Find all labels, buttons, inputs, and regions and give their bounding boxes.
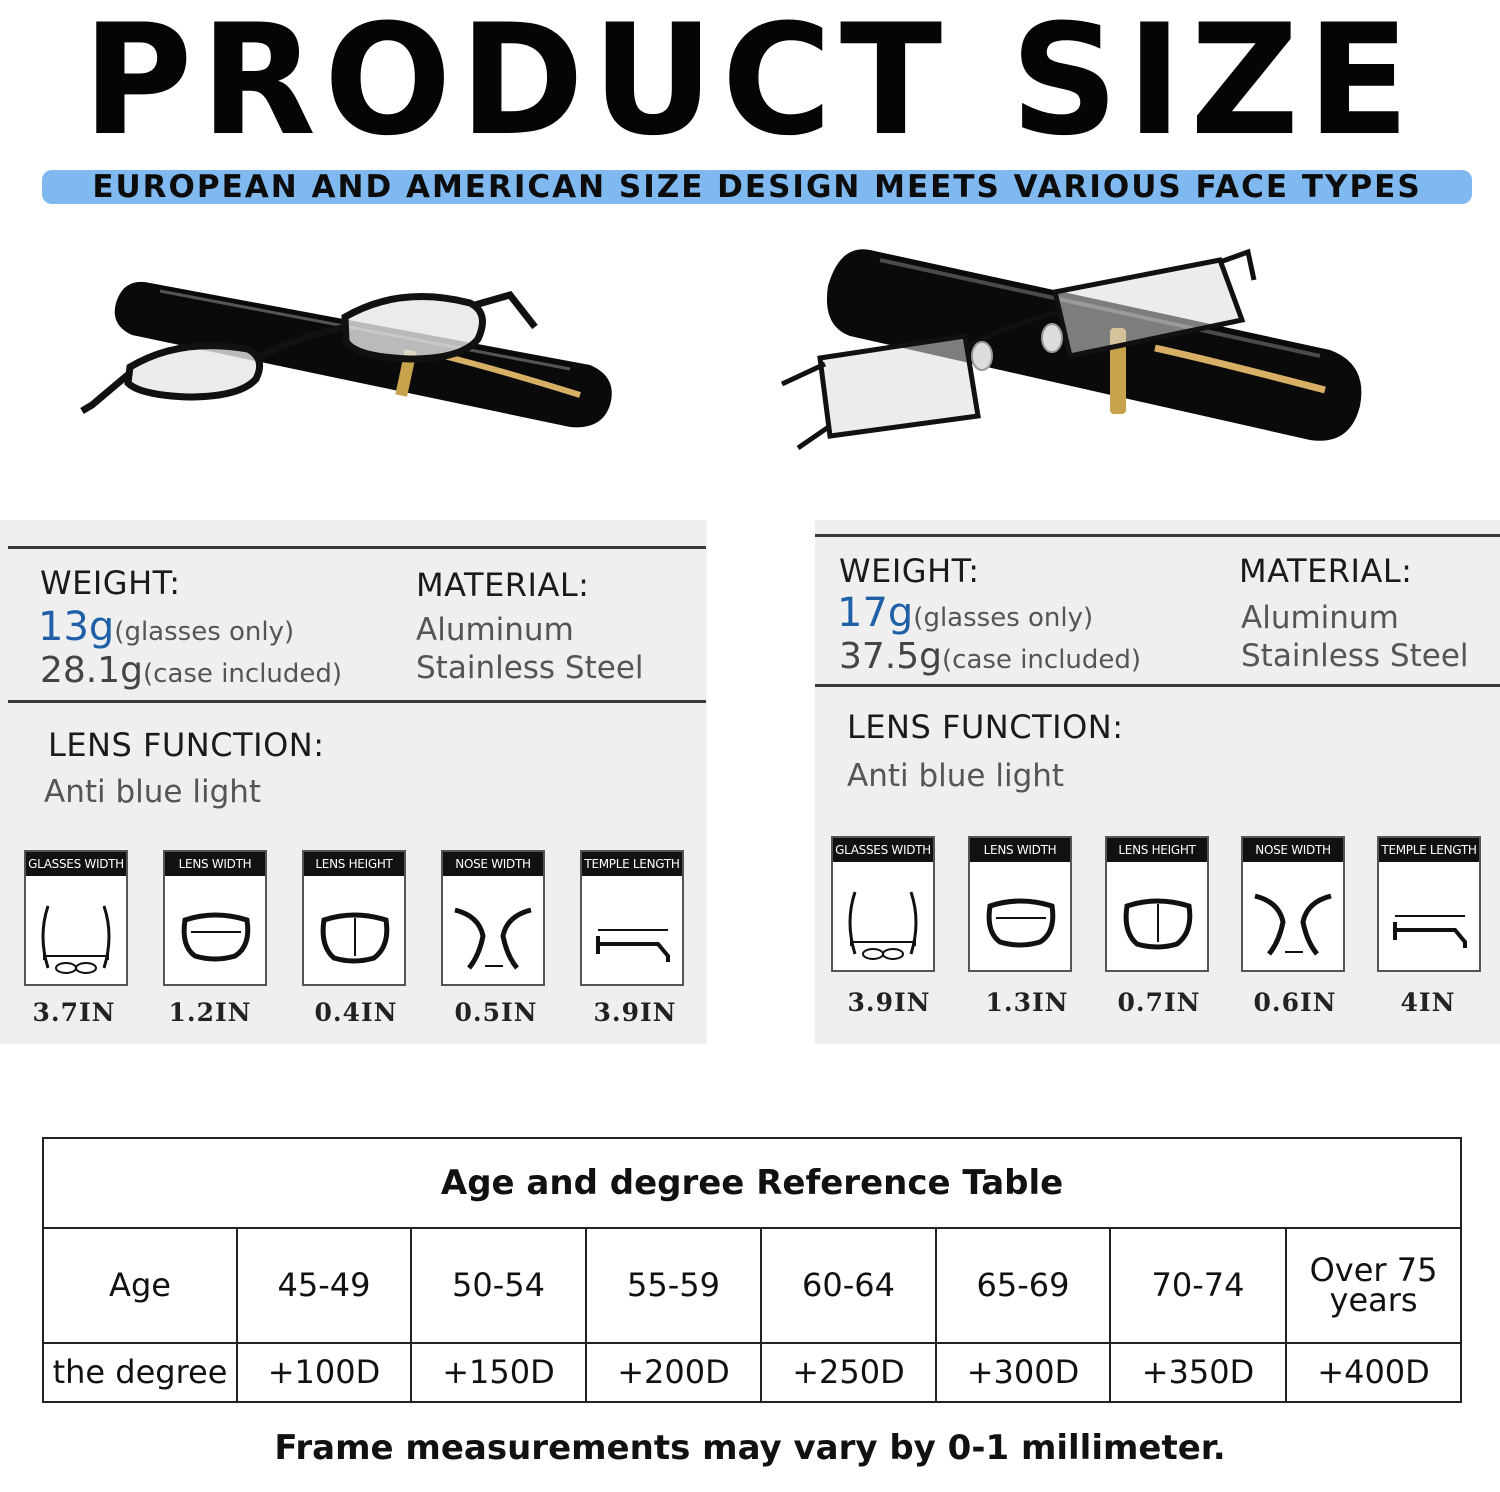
- footnote: Frame measurements may vary by 0-1 millimeter.: [274, 1428, 1226, 1468]
- case-weight: [40, 650, 342, 691]
- degree-cell: +100D: [237, 1343, 411, 1402]
- age-cell: 70-74: [1110, 1228, 1286, 1343]
- lens-width-value: 1.3IN: [985, 988, 1069, 1017]
- lens-width-icon: [171, 886, 259, 978]
- glasses-width-icon: [839, 872, 927, 964]
- material-aluminum: Aluminum: [416, 612, 574, 648]
- row-label-degree: the degree: [43, 1343, 237, 1402]
- temple-length-value: 4IN: [1400, 988, 1456, 1017]
- glasses-weight-value: 17g: [837, 590, 914, 636]
- case-weight: [839, 636, 1141, 677]
- age-cell: 60-64: [761, 1228, 936, 1343]
- age-cell: 65-69: [936, 1228, 1110, 1343]
- lens-height-icon: [1113, 872, 1201, 964]
- temple-length-icon: [1385, 872, 1473, 964]
- row-label-age: Age: [43, 1228, 237, 1343]
- lens-width-icon: [976, 872, 1064, 964]
- divider: [8, 700, 706, 703]
- divider: [815, 684, 1500, 687]
- case-weight-note: (case included): [143, 659, 343, 689]
- lens-width-card: [968, 836, 1072, 972]
- glasses-weight-value: 13g: [38, 604, 115, 650]
- spec-panel-1: [0, 520, 707, 1044]
- card-label: LENS HEIGHT: [304, 852, 404, 876]
- table-caption: Age and degree Reference Table: [43, 1138, 1461, 1228]
- glasses-weight-note: (glasses only): [114, 617, 295, 647]
- case-weight-note: (case included): [942, 645, 1142, 675]
- nose-width-value: 0.5IN: [454, 998, 538, 1027]
- lens-width-card: [163, 850, 267, 986]
- material-stainless-steel: Stainless Steel: [1241, 638, 1469, 674]
- table-row-degree: [43, 1343, 1461, 1402]
- degree-cell: +200D: [586, 1343, 761, 1402]
- degree-cell: +300D: [936, 1343, 1110, 1402]
- glasses-width-icon: [32, 886, 120, 978]
- case-weight-value: 28.1g: [40, 650, 144, 691]
- divider: [8, 546, 706, 549]
- spec-panel-2: [815, 520, 1500, 1044]
- temple-length-value: 3.9IN: [593, 998, 677, 1027]
- lens-width-value: 1.2IN: [168, 998, 252, 1027]
- card-label: GLASSES WIDTH: [833, 838, 933, 862]
- age-cell: 50-54: [411, 1228, 586, 1343]
- glasses-width-card: [24, 850, 128, 986]
- material-aluminum: Aluminum: [1241, 600, 1399, 636]
- card-label: GLASSES WIDTH: [26, 852, 126, 876]
- lens-height-card: [302, 850, 406, 986]
- glasses-width-card: [831, 836, 935, 972]
- table-row-age: [43, 1228, 1461, 1343]
- page-title: PRODUCT SIZE: [82, 0, 1418, 170]
- nose-width-icon: [449, 886, 537, 978]
- card-label: NOSE WIDTH: [1243, 838, 1343, 862]
- age-cell: 45-49: [237, 1228, 411, 1343]
- glasses-weight-note: (glasses only): [913, 603, 1094, 633]
- subtitle-banner: EUROPEAN AND AMERICAN SIZE DESIGN MEETS VARIOUS FACE TYPES: [42, 170, 1472, 204]
- temple-length-card: [580, 850, 684, 986]
- product-image-1: [70, 255, 630, 440]
- weight-heading: WEIGHT:: [839, 552, 980, 590]
- lens-function-value: Anti blue light: [847, 758, 1065, 794]
- card-label: LENS WIDTH: [165, 852, 265, 876]
- material-heading: MATERIAL:: [1239, 552, 1413, 590]
- card-label: TEMPLE LENGTH: [582, 852, 682, 876]
- lens-function-heading: LENS FUNCTION:: [847, 708, 1124, 746]
- lens-function-heading: LENS FUNCTION:: [48, 726, 325, 764]
- glasses-weight: [837, 590, 1093, 636]
- nose-width-icon: [1249, 872, 1337, 964]
- age-cell: Over 75 years: [1286, 1228, 1461, 1343]
- degree-cell: +400D: [1286, 1343, 1461, 1402]
- nose-width-card: [1241, 836, 1345, 972]
- material-heading: MATERIAL:: [416, 566, 590, 604]
- lens-height-card: [1105, 836, 1209, 972]
- degree-cell: +250D: [761, 1343, 936, 1402]
- nose-width-card: [441, 850, 545, 986]
- age-degree-reference-table: [42, 1137, 1462, 1403]
- glasses-weight: [38, 604, 294, 650]
- divider: [815, 534, 1500, 537]
- lens-height-icon: [310, 886, 398, 978]
- weight-heading: WEIGHT:: [40, 564, 181, 602]
- glasses-width-value: 3.9IN: [847, 988, 931, 1017]
- card-label: LENS WIDTH: [970, 838, 1070, 862]
- lens-height-value: 0.4IN: [314, 998, 398, 1027]
- nose-width-value: 0.6IN: [1253, 988, 1337, 1017]
- lens-function-value: Anti blue light: [44, 774, 262, 810]
- age-cell: 55-59: [586, 1228, 761, 1343]
- material-stainless-steel: Stainless Steel: [416, 650, 644, 686]
- temple-length-card: [1377, 836, 1481, 972]
- product-image-2: [770, 240, 1380, 455]
- card-label: NOSE WIDTH: [443, 852, 543, 876]
- card-label: TEMPLE LENGTH: [1379, 838, 1479, 862]
- degree-cell: +150D: [411, 1343, 586, 1402]
- temple-length-icon: [588, 886, 676, 978]
- degree-cell: +350D: [1110, 1343, 1286, 1402]
- glasses-width-value: 3.7IN: [32, 998, 116, 1027]
- card-label: LENS HEIGHT: [1107, 838, 1207, 862]
- lens-height-value: 0.7IN: [1117, 988, 1201, 1017]
- case-weight-value: 37.5g: [839, 636, 943, 677]
